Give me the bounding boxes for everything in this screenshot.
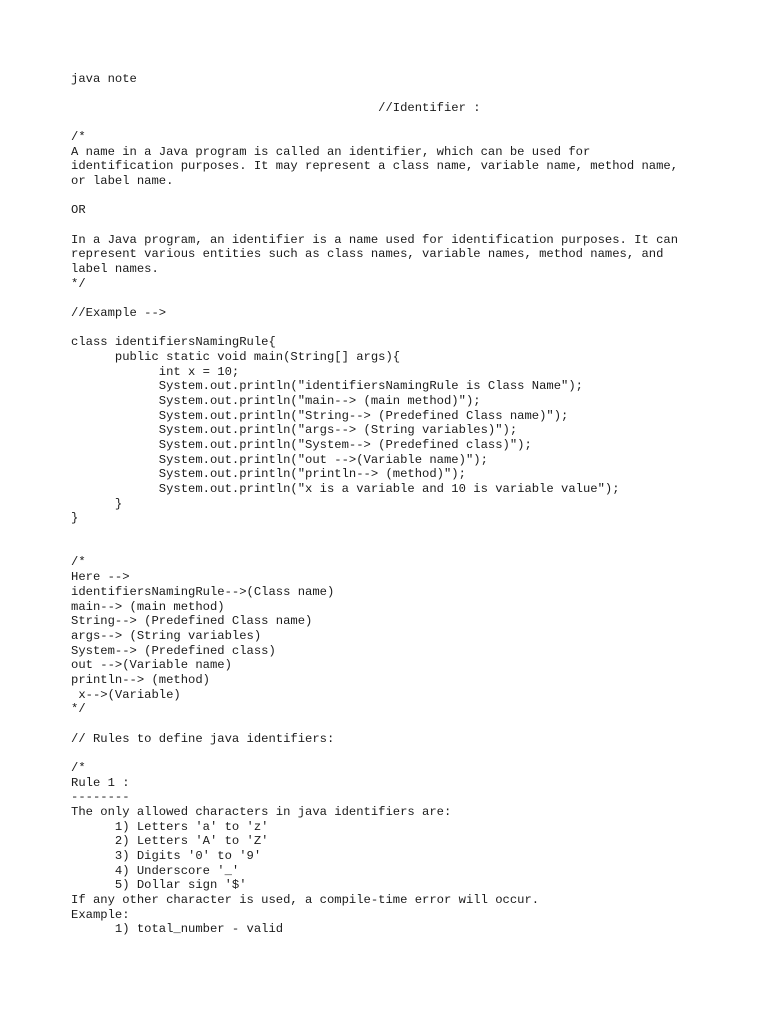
text-line: System.out.println("identifiersNamingRule is Class Name"); [71,379,583,394]
text-line: args--> (String variables) [71,628,262,643]
text-line: -------- [71,790,130,805]
text-line: /* [71,760,86,775]
text-line: 1) Letters 'a' to 'z' [71,819,269,834]
text-line: //Example --> [71,306,167,321]
text-line: System.out.println("x is a variable and 10 is variable value"); [71,482,620,497]
text-line: main--> (main method) [71,599,225,614]
text-line [71,321,731,336]
text-line: public static void main(String[] args){ [71,350,401,365]
text-line: The only allowed characters in java identifiers are: [71,804,452,819]
text-line: represent various entities such as class names, variable names, method names, and [71,247,664,262]
text-line: // Rules to define java identifiers: [71,731,335,746]
text-line: Here --> [71,570,130,585]
text-line: or label name. [71,174,174,189]
text-line: System.out.println("out -->(Variable name)"); [71,452,488,467]
text-line: println--> (method) [71,672,210,687]
text-line: If any other character is used, a compile-time error will occur. [71,892,540,907]
text-line [71,541,731,556]
text-line: Rule 1 : [71,775,130,790]
text-line: 5) Dollar sign '$' [71,878,247,893]
text-line: 4) Underscore '_' [71,863,240,878]
text-line: 2) Letters 'A' to 'Z' [71,834,269,849]
text-line: /* [71,130,86,144]
text-line: out -->(Variable name) [71,658,232,673]
text-line: A name in a Java program is called an identifier, which can be used for [71,144,591,159]
text-line: Example: [71,907,130,922]
text-line: } [71,496,123,511]
text-line: identification purposes. It may represent a class name, variable name, method name, [71,159,679,174]
text-line: System.out.println("System--> (Predefined class)"); [71,438,532,453]
text-line: OR [71,203,86,218]
text-line: String--> (Predefined Class name) [71,614,313,629]
text-line: int x = 10; [71,364,240,379]
text-line: System--> (Predefined class) [71,643,276,658]
text-line [71,526,731,541]
text-line: */ [71,702,86,717]
text-line [71,746,731,761]
text-line: class identifiersNamingRule{ [71,335,276,350]
text-line: In a Java program, an identifier is a name used for identification purposes. It can [71,232,679,247]
text-line: label names. [71,262,159,277]
section-heading: //Identifier : [71,101,481,115]
text-line [71,717,731,732]
document-title: java note [71,72,137,86]
document-body [71,130,731,937]
text-line: System.out.println("args--> (String variables)"); [71,423,518,438]
text-line: System.out.println("String--> (Predefined Class name)"); [71,408,569,423]
text-line: 1) total_number - valid [71,922,284,937]
text-line: System.out.println("main--> (main method)"); [71,394,481,409]
text-line: identifiersNamingRule-->(Class name) [71,584,335,599]
text-line: /* [71,555,86,570]
text-line: 3) Digits '0' to '9' [71,848,262,863]
text-line: x-->(Variable) [71,687,181,702]
text-line [71,291,731,306]
text-line: */ [71,276,86,291]
text-line: System.out.println("println--> (method)"); [71,467,466,482]
text-line [71,189,731,204]
text-line [71,218,731,233]
text-line: } [71,511,79,526]
